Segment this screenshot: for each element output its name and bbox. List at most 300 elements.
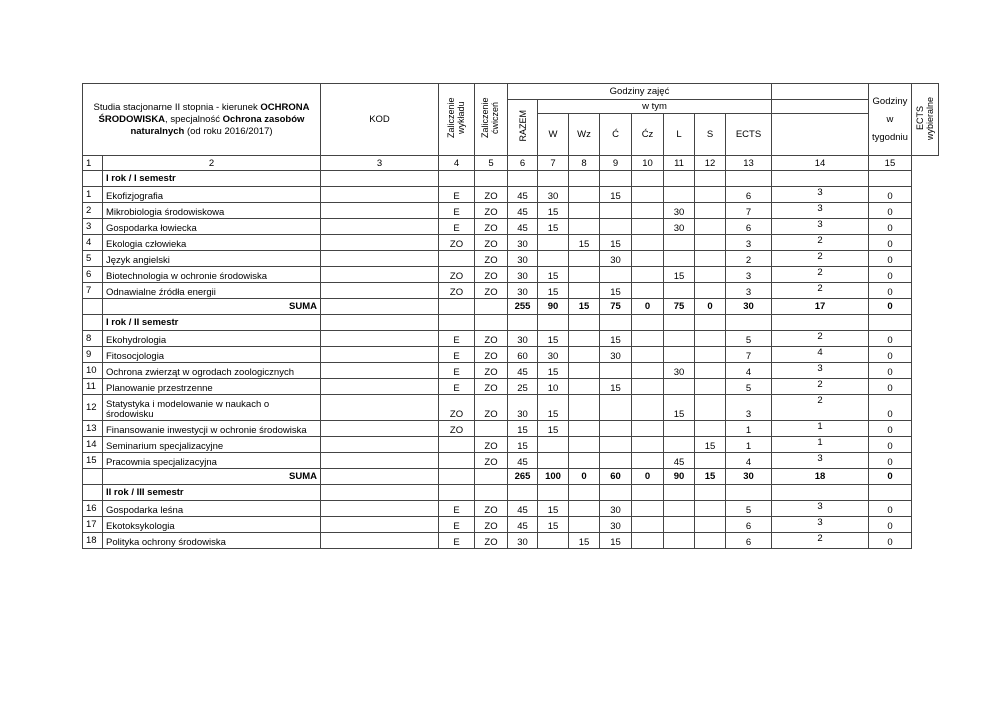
blank-cell [83,485,103,501]
course-row [83,421,939,437]
course-name: Biotechnologia w ochronie środowiska [103,267,321,283]
course-name: Mikrobiologia środowiskowa [103,203,321,219]
cell-l [664,501,695,517]
course-number: 10 [83,363,103,379]
cell-w [538,533,569,549]
cell-zc: ZO [475,395,508,421]
course-code [321,533,439,549]
cell-cz [632,379,664,395]
cell-l [664,379,695,395]
cell-ects: 2 [726,251,772,267]
cell-ects-wyb: 0 [869,187,912,203]
suma-c: 60 [600,469,632,485]
subcol-header: W [538,114,569,156]
cell-razem: 45 [508,187,538,203]
cell-w: 15 [538,363,569,379]
cell-ects: 3 [726,283,772,299]
cell-ects-wyb: 0 [869,517,912,533]
blank-cell [321,171,439,187]
cell-ects-wyb: 0 [869,251,912,267]
cell-w [538,251,569,267]
cell-zc: ZO [475,331,508,347]
cell-l [664,251,695,267]
cell-c: 15 [600,533,632,549]
cell-godziny-tyg: 2 [772,251,869,267]
cell-l: 30 [664,363,695,379]
cell-ects-wyb: 0 [869,421,912,437]
cell-cz [632,267,664,283]
course-row [83,187,939,203]
course-row [83,501,939,517]
course-name: Seminarium specjalizacyjne [103,437,321,453]
cell-cz [632,533,664,549]
cell-w: 15 [538,331,569,347]
suma-s: 0 [695,299,726,315]
cell-l: 15 [664,267,695,283]
blank-cell [726,315,772,331]
cell-zc: ZO [475,517,508,533]
cell-wz [569,219,600,235]
cell-c [600,437,632,453]
course-name: Polityka ochrony środowiska [103,533,321,549]
subcol-header: Wz [569,114,600,156]
cell-razem: 30 [508,235,538,251]
course-number: 9 [83,347,103,363]
cell-ects: 1 [726,437,772,453]
cell-wz [569,363,600,379]
cell-w: 15 [538,283,569,299]
course-name: Ekotoksykologia [103,517,321,533]
cell-ects-wyb: 0 [869,363,912,379]
cell-wz [569,347,600,363]
suma-row [83,299,939,315]
cell-razem: 60 [508,347,538,363]
cell-godziny-tyg: 3 [772,517,869,533]
cell-cz [632,331,664,347]
cell-c: 30 [600,501,632,517]
cell-razem: 45 [508,517,538,533]
blank-cell [772,171,869,187]
cell-wz [569,453,600,469]
program-title: Studia stacjonarne II stopnia - kierunek OCHRONA ŚRODOWISKA, specjalność Ochrona zasobów naturalnych (od roku 2016/2017) [83,84,321,156]
column-number: 10 [632,156,664,171]
course-code [321,267,439,283]
section-title-row [83,485,939,501]
cell-c: 15 [600,235,632,251]
cell-cz [632,283,664,299]
cell-wz: 15 [569,533,600,549]
course-number: 13 [83,421,103,437]
course-code [321,453,439,469]
cell-godziny-tyg: 2 [772,267,869,283]
cell-c [600,203,632,219]
cell-s [695,219,726,235]
cell-zc: ZO [475,267,508,283]
cell-wz [569,421,600,437]
cell-godziny-tyg: 4 [772,347,869,363]
column-number: 15 [869,156,912,171]
cell-c [600,363,632,379]
cell-s [695,363,726,379]
cell-zw: ZO [439,267,475,283]
cell-zw: E [439,187,475,203]
blank-cell [83,171,103,187]
cell-wz [569,437,600,453]
suma-l: 75 [664,299,695,315]
blank-cell [600,315,632,331]
cell-razem: 45 [508,219,538,235]
course-code [321,235,439,251]
cell-l [664,235,695,251]
blank-cell [439,485,475,501]
course-number: 7 [83,283,103,299]
cell-zc: ZO [475,283,508,299]
cell-cz [632,235,664,251]
blank-cell [538,171,569,187]
cell-s [695,347,726,363]
blank-cell [569,485,600,501]
column-number: 5 [475,156,508,171]
course-number: 4 [83,235,103,251]
cell-ects-wyb: 0 [869,379,912,395]
cell-ects-wyb: 0 [869,203,912,219]
blank-cell [475,315,508,331]
blank-cell [83,315,103,331]
cell-cz [632,421,664,437]
cell-razem: 45 [508,203,538,219]
cell-razem: 45 [508,453,538,469]
cell-c: 15 [600,331,632,347]
column-number: 2 [103,156,321,171]
cell-w: 15 [538,267,569,283]
course-name: Ochrona zwierząt w ogrodach zoologicznych [103,363,321,379]
cell-cz [632,251,664,267]
cell-ects-wyb: 0 [869,235,912,251]
course-name: Finansowanie inwestycji w ochronie środowiska [103,421,321,437]
course-code [321,501,439,517]
course-number: 8 [83,331,103,347]
course-code [321,331,439,347]
cell-wz [569,395,600,421]
cell-wz [569,517,600,533]
cell-ects: 7 [726,347,772,363]
cell-s [695,395,726,421]
course-row [83,267,939,283]
cell-w: 15 [538,219,569,235]
column-number: 13 [726,156,772,171]
cell-godziny-tyg: 3 [772,363,869,379]
course-code [321,437,439,453]
blank-cell [538,315,569,331]
cell-c: 30 [600,251,632,267]
cell-wz [569,203,600,219]
cell-ects: 7 [726,203,772,219]
course-number: 6 [83,267,103,283]
course-number: 2 [83,203,103,219]
course-code [321,395,439,421]
godziny-zajec-header: Godziny zajęć [508,84,772,100]
cell-s [695,533,726,549]
cell-wz [569,283,600,299]
cell-razem: 45 [508,501,538,517]
blank-cell [508,315,538,331]
cell-razem: 15 [508,421,538,437]
cell-l: 30 [664,203,695,219]
column-number: 4 [439,156,475,171]
blank-cell [475,485,508,501]
cell-zc: ZO [475,533,508,549]
cell-ects-wyb: 0 [869,437,912,453]
cell-godziny-tyg: 3 [772,187,869,203]
cell-godziny-tyg: 2 [772,283,869,299]
cell-wz [569,379,600,395]
course-row [83,251,939,267]
course-row [83,517,939,533]
cell-l [664,517,695,533]
course-name: Gospodarka leśna [103,501,321,517]
course-code [321,421,439,437]
cell-w: 10 [538,379,569,395]
cell-zw [439,251,475,267]
cell-wz [569,501,600,517]
cell-ects-wyb: 0 [869,219,912,235]
w-tym-header: w tym [538,100,772,114]
course-number: 1 [83,187,103,203]
cell-ects: 5 [726,331,772,347]
cell-godziny-tyg: 3 [772,203,869,219]
cell-s [695,203,726,219]
cell-ects-wyb: 0 [869,533,912,549]
course-code [321,283,439,299]
course-code [321,347,439,363]
blank-cell [664,171,695,187]
cell-s [695,283,726,299]
cell-zw: ZO [439,421,475,437]
cell-ects-wyb: 0 [869,283,912,299]
cell-cz [632,453,664,469]
blank-cell [664,485,695,501]
ects-wybieralne-header: ECTS wybieralne [911,84,938,156]
cell-s [695,251,726,267]
course-row [83,533,939,549]
cell-l: 15 [664,395,695,421]
zaliczenie-wykladu-header: Zaliczenie wykładu [439,84,475,156]
cell-s [695,235,726,251]
cell-zc: ZO [475,453,508,469]
suma-ew: 0 [869,299,912,315]
suma-wz: 15 [569,299,600,315]
course-row [83,395,939,421]
course-code [321,219,439,235]
cell-s [695,421,726,437]
cell-s [695,187,726,203]
cell-zw: ZO [439,395,475,421]
course-name: Język angielski [103,251,321,267]
blank-cell [475,469,508,485]
cell-cz [632,363,664,379]
cell-w [538,453,569,469]
blank-cell [695,171,726,187]
cell-s [695,517,726,533]
column-number: 1 [83,156,103,171]
cell-zw: E [439,533,475,549]
cell-razem: 25 [508,379,538,395]
suma-ects: 30 [726,299,772,315]
blank-cell [439,469,475,485]
column-number: 7 [538,156,569,171]
cell-w: 30 [538,347,569,363]
course-name: Statystyka i modelowanie w naukach o środowisku [103,395,321,421]
cell-zc: ZO [475,347,508,363]
cell-zw: E [439,219,475,235]
blank-cell [475,171,508,187]
cell-godziny-tyg: 2 [772,379,869,395]
subcol-header: L [664,114,695,156]
cell-ects: 3 [726,235,772,251]
course-row [83,363,939,379]
suma-l: 90 [664,469,695,485]
cell-zw: ZO [439,283,475,299]
cell-zw: E [439,501,475,517]
course-row [83,437,939,453]
cell-c: 15 [600,379,632,395]
suma-gt: 18 [772,469,869,485]
course-name: Ekofizjografia [103,187,321,203]
cell-w: 15 [538,517,569,533]
subcol-header: Ćz [632,114,664,156]
blank-cell [695,485,726,501]
cell-cz [632,187,664,203]
cell-godziny-tyg: 3 [772,501,869,517]
blank-cell [439,171,475,187]
cell-zw: E [439,379,475,395]
header-blank [772,84,869,100]
course-row [83,379,939,395]
cell-zw: E [439,517,475,533]
cell-ects: 4 [726,453,772,469]
suma-label: SUMA [103,469,321,485]
blank-cell [83,299,103,315]
cell-cz [632,501,664,517]
blank-cell [600,485,632,501]
cell-ects: 3 [726,267,772,283]
suma-ects: 30 [726,469,772,485]
cell-c [600,219,632,235]
suma-c: 75 [600,299,632,315]
blank-cell [83,469,103,485]
cell-cz [632,395,664,421]
cell-l [664,331,695,347]
suma-w: 100 [538,469,569,485]
blank-cell [632,171,664,187]
cell-zc: ZO [475,379,508,395]
blank-cell [439,315,475,331]
course-number: 11 [83,379,103,395]
cell-zw [439,453,475,469]
cell-w [538,437,569,453]
cell-l [664,421,695,437]
cell-l: 45 [664,453,695,469]
cell-zw: ZO [439,235,475,251]
cell-c: 30 [600,517,632,533]
cell-godziny-tyg: 3 [772,453,869,469]
course-code [321,187,439,203]
cell-wz: 15 [569,235,600,251]
cell-razem: 30 [508,395,538,421]
cell-l [664,187,695,203]
suma-razem: 255 [508,299,538,315]
kod-header: KOD [321,84,439,156]
cell-ects-wyb: 0 [869,395,912,421]
cell-c: 15 [600,283,632,299]
cell-wz [569,331,600,347]
cell-c: 30 [600,347,632,363]
section-title: I rok / II semestr [103,315,321,331]
course-name: Planowanie przestrzenne [103,379,321,395]
cell-cz [632,347,664,363]
cell-zw: E [439,331,475,347]
cell-zc: ZO [475,235,508,251]
cell-c [600,267,632,283]
cell-razem: 15 [508,437,538,453]
section-title-row [83,315,939,331]
cell-c: 15 [600,187,632,203]
cell-w: 15 [538,395,569,421]
cell-zc: ZO [475,501,508,517]
cell-l [664,283,695,299]
study-plan-table [82,83,939,549]
cell-ects-wyb: 0 [869,347,912,363]
godziny-w-tygodniu-header: Godziny w tygodniu [869,84,912,156]
cell-zc: ZO [475,251,508,267]
cell-ects-wyb: 0 [869,267,912,283]
cell-zw: E [439,203,475,219]
suma-wz: 0 [569,469,600,485]
course-number: 15 [83,453,103,469]
cell-razem: 45 [508,363,538,379]
cell-s [695,379,726,395]
column-number: 8 [569,156,600,171]
blank-cell [869,171,912,187]
cell-ects: 5 [726,379,772,395]
course-name: Ekohydrologia [103,331,321,347]
cell-w: 15 [538,203,569,219]
zaliczenie-cwiczen-header: Zaliczenie ćwiczeń [475,84,508,156]
cell-l: 30 [664,219,695,235]
blank-cell [321,299,439,315]
cell-w: 15 [538,501,569,517]
cell-w [538,235,569,251]
blank-cell [726,171,772,187]
cell-wz [569,267,600,283]
section-title-row [83,171,939,187]
cell-c [600,421,632,437]
course-name: Gospodarka łowiecka [103,219,321,235]
cell-ects-wyb: 0 [869,453,912,469]
blank-cell [321,485,439,501]
cell-godziny-tyg: 3 [772,219,869,235]
cell-cz [632,203,664,219]
course-row [83,219,939,235]
cell-razem: 30 [508,533,538,549]
cell-razem: 30 [508,267,538,283]
column-number: 6 [508,156,538,171]
cell-s [695,501,726,517]
blank-cell [632,485,664,501]
course-number: 17 [83,517,103,533]
course-number: 18 [83,533,103,549]
course-row [83,347,939,363]
